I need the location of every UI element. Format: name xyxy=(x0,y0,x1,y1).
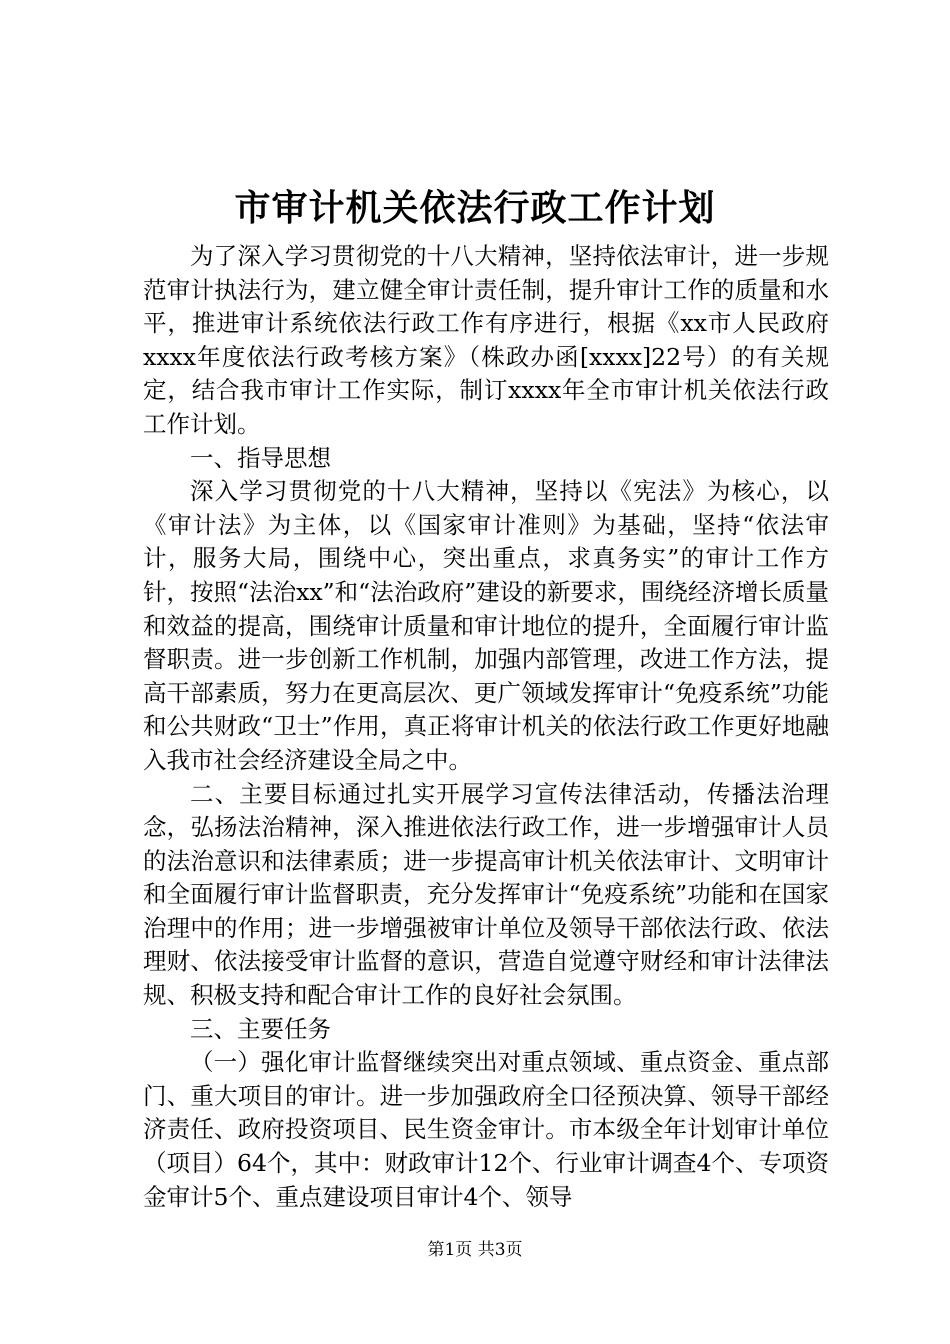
paragraph-task-one: （一）强化审计监督继续突出对重点领域、重点资金、重点部门、重大项目的审计。进一步加强政府全口径预决算、领导干部经济责任、政府投资项目、民生资金审计。市本级全年计划审计单位（项目）64个，其中：财政审计12个、行业审计调查4个、专项资金审计5个、重点建设项目审计4个、领导 xyxy=(143,1048,829,1211)
heading-guiding-thought: 一、指导思想 xyxy=(190,443,331,472)
paragraph-guiding-thought: 深入学习贯彻党的十八大精神，坚持以《宪法》为核心，以《审计法》为主体，以《国家审计准则》为基础，坚持“依法审计，服务大局，围绕中心，突出重点，求真务实”的审计工作方针，按照“法治xx”和“法治政府”建设的新要求，围绕经济增长质量和效益的提高，围绕审计质量和审计地位的提升，全面履行审计监督职责。进一步创新工作机制，加强内部管理，改进工作方法，提高干部素质，努力在更高层次、更广领域发挥审计“免疫系统”功能和公共财政“卫士”作用，真正将审计机关的依法行政工作更好地融入我市社会经济建设全局之中。 xyxy=(143,477,829,774)
heading-main-tasks: 三、主要任务 xyxy=(190,1014,331,1043)
page-number-footer: 第1页 共3页 xyxy=(427,1240,523,1260)
document-title: 市审计机关依法行政工作计划 xyxy=(234,187,716,229)
paragraph-main-goals: 二、主要目标通过扎实开展学习宣传法律活动，传播法治理念，弘扬法治精神，深入推进依法行政工作，进一步增强审计人员的法治意识和法律素质；进一步提高审计机关依法审计、文明审计和全面履行审计监督职责，充分发挥审计“免疫系统”功能和在国家治理中的作用；进一步增强被审计单位及领导干部依法行政、依法理财、依法接受审计监督的意识，营造自觉遵守财经和审计法律法规、积极支持和配合审计工作的良好社会氛围。 xyxy=(143,779,829,1010)
paragraph-intro: 为了深入学习贯彻党的十八大精神，坚持依法审计，进一步规范审计执法行为，建立健全审计责任制，提升审计工作的质量和水平，推进审计系统依法行政工作有序进行，根据《xx市人民政府xxxx年度依法行政考核方案》（株政办函[xxxx]22号）的有关规定，结合我市审计工作实际，制订xxxx年全市审计机关依法行政工作计划。 xyxy=(143,242,829,438)
document-body xyxy=(143,240,829,1214)
